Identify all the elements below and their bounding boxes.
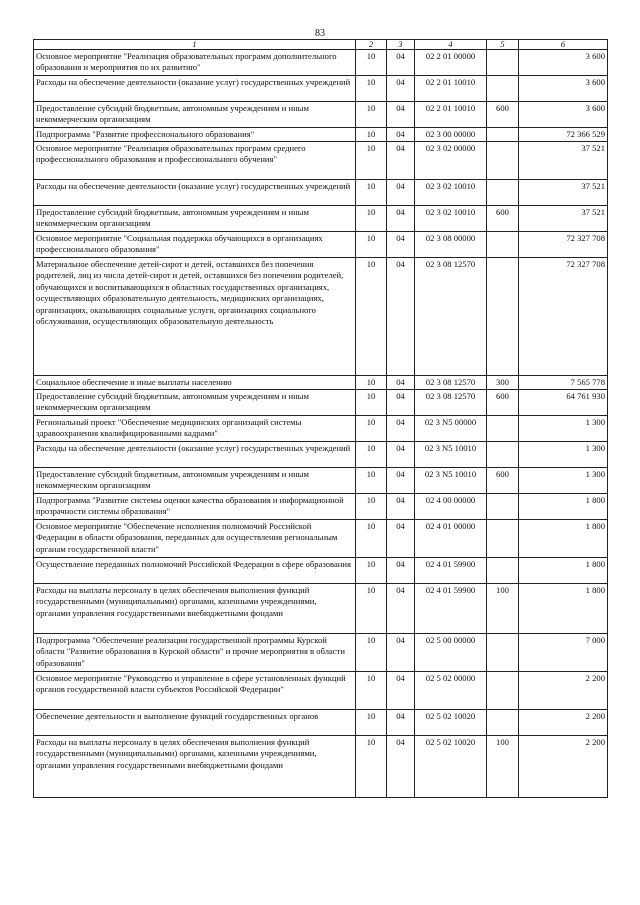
row-amount: 2 200 [519,736,608,798]
table-row [34,102,608,128]
table-row [34,128,608,142]
row-name: Основное мероприятие "Руководство и управление в сфере установленных функций органов государственной власти субъектов Российской Федерации" [34,672,356,710]
row-subsection: 04 [387,442,415,468]
row-name: Расходы на выплаты персоналу в целях обеспечения выполнения функций государственными (муниципальными) органами, казенными учреждениями, органами управления государственными внебюджетными фондами [34,736,356,798]
row-subsection: 04 [387,584,415,634]
row-target-item: 02 3 08 12570 [415,258,487,376]
row-section: 10 [356,416,387,442]
row-name: Социальное обеспечение и иные выплаты населению [34,376,356,390]
col-header-target-item: 4 [415,40,487,50]
row-target-item: 02 4 00 00000 [415,494,487,520]
row-name: Предоставление субсидий бюджетным, автономным учреждениям и иным некоммерческим организациям [34,468,356,494]
row-amount: 72 366 529 [519,128,608,142]
row-target-item: 02 5 02 00000 [415,672,487,710]
row-amount: 2 200 [519,672,608,710]
row-target-item: 02 4 01 00000 [415,520,487,558]
row-expense-type [487,180,519,206]
table-body [34,50,608,798]
row-section: 10 [356,494,387,520]
table-row [34,258,608,376]
row-subsection: 04 [387,142,415,180]
row-subsection: 04 [387,50,415,76]
column-number-row [34,40,608,50]
row-target-item: 02 2 01 10010 [415,76,487,102]
row-subsection: 04 [387,258,415,376]
row-amount: 3 600 [519,50,608,76]
row-expense-type [487,232,519,258]
row-expense-type [487,558,519,584]
row-target-item: 02 3 N5 10010 [415,442,487,468]
row-section: 10 [356,102,387,128]
row-name: Обеспечение деятельности и выполнение функций государственных органов [34,710,356,736]
row-amount: 7 565 778 [519,376,608,390]
table-row [34,468,608,494]
row-target-item: 02 2 01 10010 [415,102,487,128]
row-subsection: 04 [387,390,415,416]
row-subsection: 04 [387,494,415,520]
row-amount: 37 521 [519,142,608,180]
row-amount: 1 800 [519,558,608,584]
row-name: Предоставление субсидий бюджетным, автономным учреждениям и иным некоммерческим организациям [34,102,356,128]
table-row [34,180,608,206]
row-name: Расходы на обеспечение деятельности (оказание услуг) государственных учреждений [34,180,356,206]
row-section: 10 [356,468,387,494]
row-expense-type [487,76,519,102]
table-row [34,390,608,416]
row-name: Осуществление переданных полномочий Российской Федерации в сфере образования [34,558,356,584]
row-name: Основное мероприятие "Реализация образовательных программ среднего профессионального образования и профессионального обучения" [34,142,356,180]
row-name: Основное мероприятие "Реализация образовательных программ дополнительного образования и мероприятия по их развитию" [34,50,356,76]
row-subsection: 04 [387,634,415,672]
row-amount: 72 327 708 [519,232,608,258]
row-amount: 1 800 [519,584,608,634]
row-subsection: 04 [387,672,415,710]
row-section: 10 [356,258,387,376]
row-name: Предоставление субсидий бюджетным, автономным учреждениям и иным некоммерческим организациям [34,390,356,416]
row-amount: 64 761 930 [519,390,608,416]
row-target-item: 02 3 08 12570 [415,390,487,416]
row-name: Основное мероприятие "Обеспечение исполнения полномочий Российской Федерации в области образования, переданных для осуществления региональным органам государственной власти" [34,520,356,558]
row-expense-type [487,520,519,558]
row-section: 10 [356,584,387,634]
budget-table [33,39,608,798]
row-amount: 37 521 [519,180,608,206]
page-number: 83 [315,28,325,39]
row-target-item: 02 4 01 59900 [415,558,487,584]
row-section: 10 [356,180,387,206]
row-subsection: 04 [387,468,415,494]
row-amount: 1 300 [519,442,608,468]
table-row [34,442,608,468]
row-expense-type: 300 [487,376,519,390]
row-section: 10 [356,142,387,180]
table-row [34,416,608,442]
row-section: 10 [356,206,387,232]
row-target-item: 02 5 00 00000 [415,634,487,672]
row-name: Подпрограмма "Развитие системы оценки качества образования и информационной прозрачности системы образования" [34,494,356,520]
row-name: Основное мероприятие "Социальная поддержка обучающихся в организациях профессионального образования" [34,232,356,258]
row-subsection: 04 [387,128,415,142]
row-subsection: 04 [387,232,415,258]
table-row [34,672,608,710]
row-name: Предоставление субсидий бюджетным, автономным учреждениям и иным некоммерческим организациям [34,206,356,232]
row-expense-type [487,710,519,736]
row-subsection: 04 [387,102,415,128]
row-expense-type [487,442,519,468]
row-name: Региональный проект "Обеспечение медицинских организаций системы здравоохранения квалифицированными кадрами" [34,416,356,442]
col-header-subsection: 3 [387,40,415,50]
row-amount: 37 521 [519,206,608,232]
table-row [34,558,608,584]
row-amount: 72 327 708 [519,258,608,376]
row-expense-type [487,142,519,180]
col-header-section: 2 [356,40,387,50]
col-header-expense-type: 5 [487,40,519,50]
row-expense-type: 100 [487,584,519,634]
row-subsection: 04 [387,736,415,798]
row-section: 10 [356,128,387,142]
row-name: Подпрограмма "Обеспечение реализации государственной программы Курской области "Развитие образования в Курской области" и прочие мероприятия в области образования" [34,634,356,672]
row-expense-type: 600 [487,390,519,416]
table-row [34,232,608,258]
row-section: 10 [356,232,387,258]
row-target-item: 02 2 01 00000 [415,50,487,76]
table-row [34,736,608,798]
row-target-item: 02 4 01 59900 [415,584,487,634]
row-target-item: 02 3 N5 00000 [415,416,487,442]
table-row [34,142,608,180]
row-expense-type [487,128,519,142]
row-expense-type: 600 [487,468,519,494]
row-target-item: 02 3 02 00000 [415,142,487,180]
row-section: 10 [356,376,387,390]
table-row [34,76,608,102]
row-expense-type [487,258,519,376]
row-expense-type [487,494,519,520]
row-target-item: 02 5 02 10020 [415,710,487,736]
col-header-amount: 6 [519,40,608,50]
row-section: 10 [356,634,387,672]
row-expense-type: 600 [487,206,519,232]
row-target-item: 02 3 02 10010 [415,206,487,232]
row-name: Подпрограмма "Развитие профессионального образования" [34,128,356,142]
row-amount: 1 300 [519,468,608,494]
row-target-item: 02 5 02 10020 [415,736,487,798]
table-row [34,634,608,672]
row-section: 10 [356,520,387,558]
row-target-item: 02 3 08 12570 [415,376,487,390]
col-header-name: 1 [34,40,356,50]
row-name: Расходы на выплаты персоналу в целях обеспечения выполнения функций государственными (муниципальными) органами, казенными учреждениями, органами управления государственными внебюджетными фондами [34,584,356,634]
table-row [34,710,608,736]
row-amount: 1 800 [519,520,608,558]
table-row [34,50,608,76]
table-row [34,520,608,558]
row-expense-type [487,634,519,672]
row-subsection: 04 [387,558,415,584]
row-target-item: 02 3 02 10010 [415,180,487,206]
row-section: 10 [356,672,387,710]
row-amount: 3 600 [519,76,608,102]
row-target-item: 02 3 00 00000 [415,128,487,142]
table-row [34,584,608,634]
row-subsection: 04 [387,180,415,206]
row-expense-type: 100 [487,736,519,798]
row-expense-type [487,672,519,710]
row-amount: 1 800 [519,494,608,520]
row-section: 10 [356,76,387,102]
row-amount: 3 600 [519,102,608,128]
table-row [34,376,608,390]
row-subsection: 04 [387,76,415,102]
row-subsection: 04 [387,206,415,232]
row-expense-type [487,416,519,442]
row-expense-type: 600 [487,102,519,128]
row-amount: 7 000 [519,634,608,672]
row-target-item: 02 3 08 00000 [415,232,487,258]
row-subsection: 04 [387,376,415,390]
row-name: Материальное обеспечение детей-сирот и детей, оставшихся без попечения родителей, лиц из числа детей-сирот и детей, оставшихся без попечения родителей, обучающихся и воспитывающихся в областных государственных организациях, осуществляющих образовательную деятельность, медицинских организациях, организациях, оказывающих социальные услуги, организациях социального обслуживания, осуществляющих образовательную деятельность [34,258,356,376]
row-section: 10 [356,710,387,736]
table-row [34,494,608,520]
row-subsection: 04 [387,710,415,736]
row-subsection: 04 [387,416,415,442]
row-expense-type [487,50,519,76]
row-section: 10 [356,50,387,76]
row-section: 10 [356,442,387,468]
row-amount: 1 300 [519,416,608,442]
row-section: 10 [356,390,387,416]
row-amount: 2 200 [519,710,608,736]
row-subsection: 04 [387,520,415,558]
row-name: Расходы на обеспечение деятельности (оказание услуг) государственных учреждений [34,442,356,468]
table-row [34,206,608,232]
row-target-item: 02 3 N5 10010 [415,468,487,494]
row-section: 10 [356,736,387,798]
row-section: 10 [356,558,387,584]
row-name: Расходы на обеспечение деятельности (оказание услуг) государственных учреждений [34,76,356,102]
